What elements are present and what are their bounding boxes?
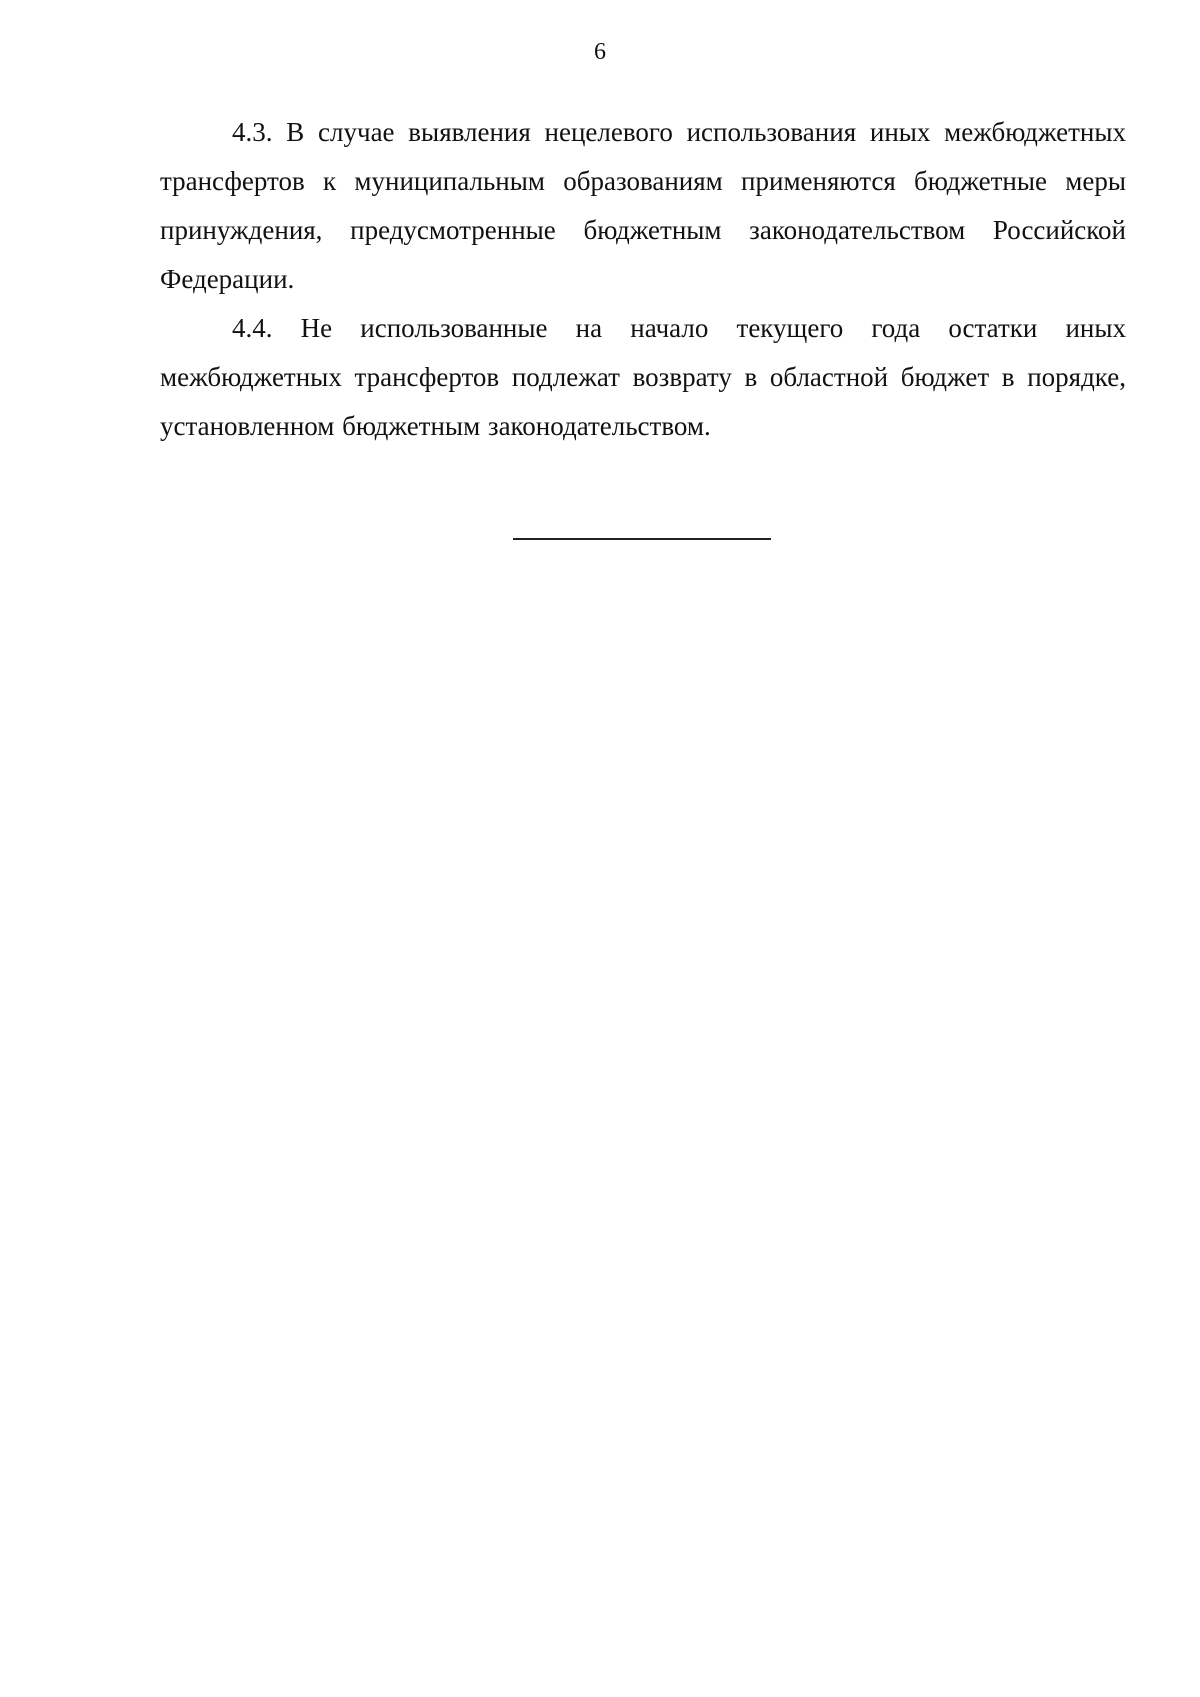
- paragraph-4-4: 4.4. Не использованные на начало текущего года остатки иных межбюджетных трансфертов подлежат возврату в областной бюджет в порядке, установленном бюджетным законодательством.: [160, 313, 1126, 441]
- document-body: [160, 108, 1126, 451]
- page-number: 6: [594, 39, 606, 65]
- end-of-document-rule: [513, 538, 771, 540]
- paragraph-4-3: 4.3. В случае выявления нецелевого использования иных межбюджетных трансфертов к муниципальным образованиям применяются бюджетные меры принуждения, предусмотренные бюджетным законодательством Российской Федерации.: [160, 117, 1126, 294]
